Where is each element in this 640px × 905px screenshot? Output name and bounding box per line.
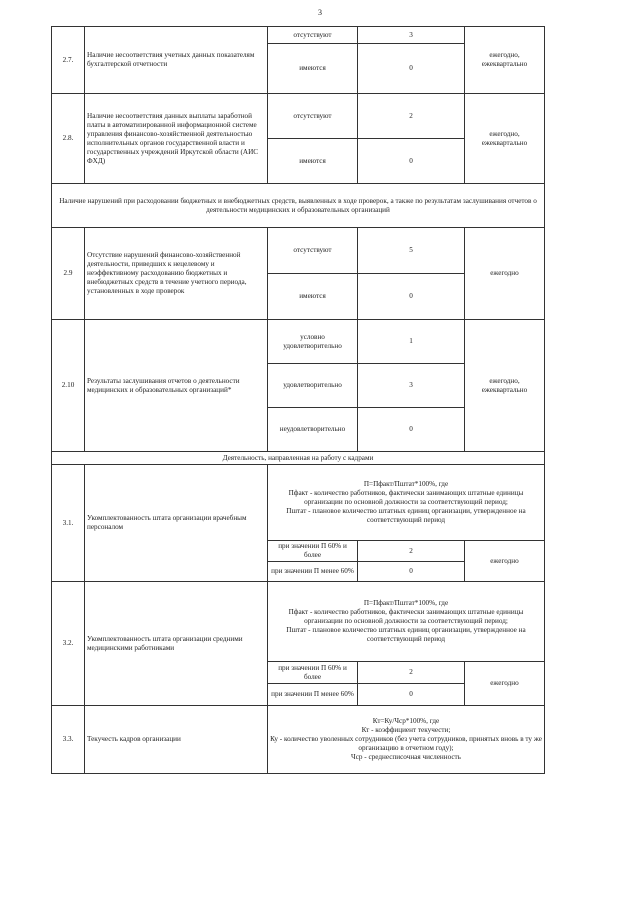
indicator-text: Укомплектованность штата организации средними медицинскими работниками xyxy=(85,582,268,706)
points-cell: 2 xyxy=(358,541,465,562)
value-cell: неудовлетворительно xyxy=(268,408,358,452)
indicator-text: Результаты заслушивания отчетов о деятельности медицинских и образовательных организаций* xyxy=(85,320,268,452)
period-cell: ежегодно xyxy=(465,662,545,706)
points-cell: 3 xyxy=(358,27,465,44)
row-number: 2.7. xyxy=(52,27,85,94)
row-number: 3.2. xyxy=(52,582,85,706)
points-cell: 0 xyxy=(358,562,465,582)
formula-text: Кт=Ку/Чср*100%, где Кт - коэффициент текучести; Ку - количество уволенных сотрудников (без учета сотрудников, принятых вновь в ту же организацию в отчетном году); Чср - среднесписочная численность xyxy=(268,706,545,774)
period-cell: ежегодно, ежеквартально xyxy=(465,320,545,452)
period-cell: ежегодно xyxy=(465,541,545,582)
row-number: 2.8. xyxy=(52,94,85,184)
table-row xyxy=(52,27,545,44)
value-cell: отсутствуют xyxy=(268,94,358,139)
table-row xyxy=(52,582,545,662)
row-number: 3.1. xyxy=(52,465,85,582)
value-cell: отсутствуют xyxy=(268,27,358,44)
page-number: 3 xyxy=(318,8,322,17)
points-cell: 0 xyxy=(358,274,465,320)
table-row xyxy=(52,228,545,274)
row-number: 2.9 xyxy=(52,228,85,320)
condition-cell: при значении П менее 60% xyxy=(268,684,358,706)
value-cell: имеются xyxy=(268,274,358,320)
value-cell: отсутствуют xyxy=(268,228,358,274)
value-cell: имеются xyxy=(268,44,358,94)
table-row xyxy=(52,320,545,364)
indicator-text: Укомплектованность штата организации врачебным персоналом xyxy=(85,465,268,582)
points-cell: 3 xyxy=(358,364,465,408)
condition-cell: при значении П 60% и более xyxy=(268,662,358,684)
condition-cell: при значении П менее 60% xyxy=(268,562,358,582)
criteria-table xyxy=(51,26,545,774)
value-cell: удовлетворительно xyxy=(268,364,358,408)
value-cell: имеются xyxy=(268,139,358,184)
indicator-text: Наличие несоответствия данных выплаты заработной платы в автоматизированной информационной системе управления финансово-хозяйственной деятельностью исполнительных органов государственной власти и государственных учреждений Иркутской области (АИС ФХД) xyxy=(85,94,268,184)
points-cell: 0 xyxy=(358,408,465,452)
table-row xyxy=(52,465,545,541)
points-cell: 1 xyxy=(358,320,465,364)
indicator-text: Наличие несоответствия учетных данных показателям бухгалтерской отчетности xyxy=(85,27,268,94)
section-heading: Деятельность, направленная на работу с кадрами xyxy=(52,452,545,465)
points-cell: 5 xyxy=(358,228,465,274)
table-row xyxy=(52,706,545,774)
points-cell: 2 xyxy=(358,662,465,684)
points-cell: 0 xyxy=(358,684,465,706)
section-heading: Наличие нарушений при расходовании бюджетных и внебюджетных средств, выявленных в ходе проверок, а также по результатам заслушивания отчетов о деятельности медицинских и образовательных организаций xyxy=(52,184,545,228)
period-cell: ежегодно, ежеквартально xyxy=(465,27,545,94)
period-cell: ежегодно, ежеквартально xyxy=(465,94,545,184)
value-cell: условно удовлетворительно xyxy=(268,320,358,364)
formula-text: П=Пфакт/Пштат*100%, где Пфакт - количество работников, фактически занимающих штатные единицы организации по основной должности за соответствующий период; Пштат - плановое количество штатных единиц организации, утвержденное на соответствующий период xyxy=(268,465,545,541)
condition-cell: при значении П 60% и более xyxy=(268,541,358,562)
period-cell: ежегодно xyxy=(465,228,545,320)
table-row xyxy=(52,184,545,228)
row-number: 2.10 xyxy=(52,320,85,452)
table-row xyxy=(52,94,545,139)
indicator-text: Текучесть кадров организации xyxy=(85,706,268,774)
row-number: 3.3. xyxy=(52,706,85,774)
points-cell: 0 xyxy=(358,44,465,94)
points-cell: 0 xyxy=(358,139,465,184)
points-cell: 2 xyxy=(358,94,465,139)
formula-text: П=Пфакт/Пштат*100%, где Пфакт - количество работников, фактически занимающих штатные единицы организации по основной должности за соответствующий период; Пштат - плановое количество штатных единиц организации, утвержденное на соответствующий период xyxy=(268,582,545,662)
table-row xyxy=(52,452,545,465)
indicator-text: Отсутствие нарушений финансово-хозяйственной деятельности, приведших к нецелевому и неэффективному расходованию бюджетных и внебюджетных средств в течение учетного периода, установленных в ходе проверок xyxy=(85,228,268,320)
